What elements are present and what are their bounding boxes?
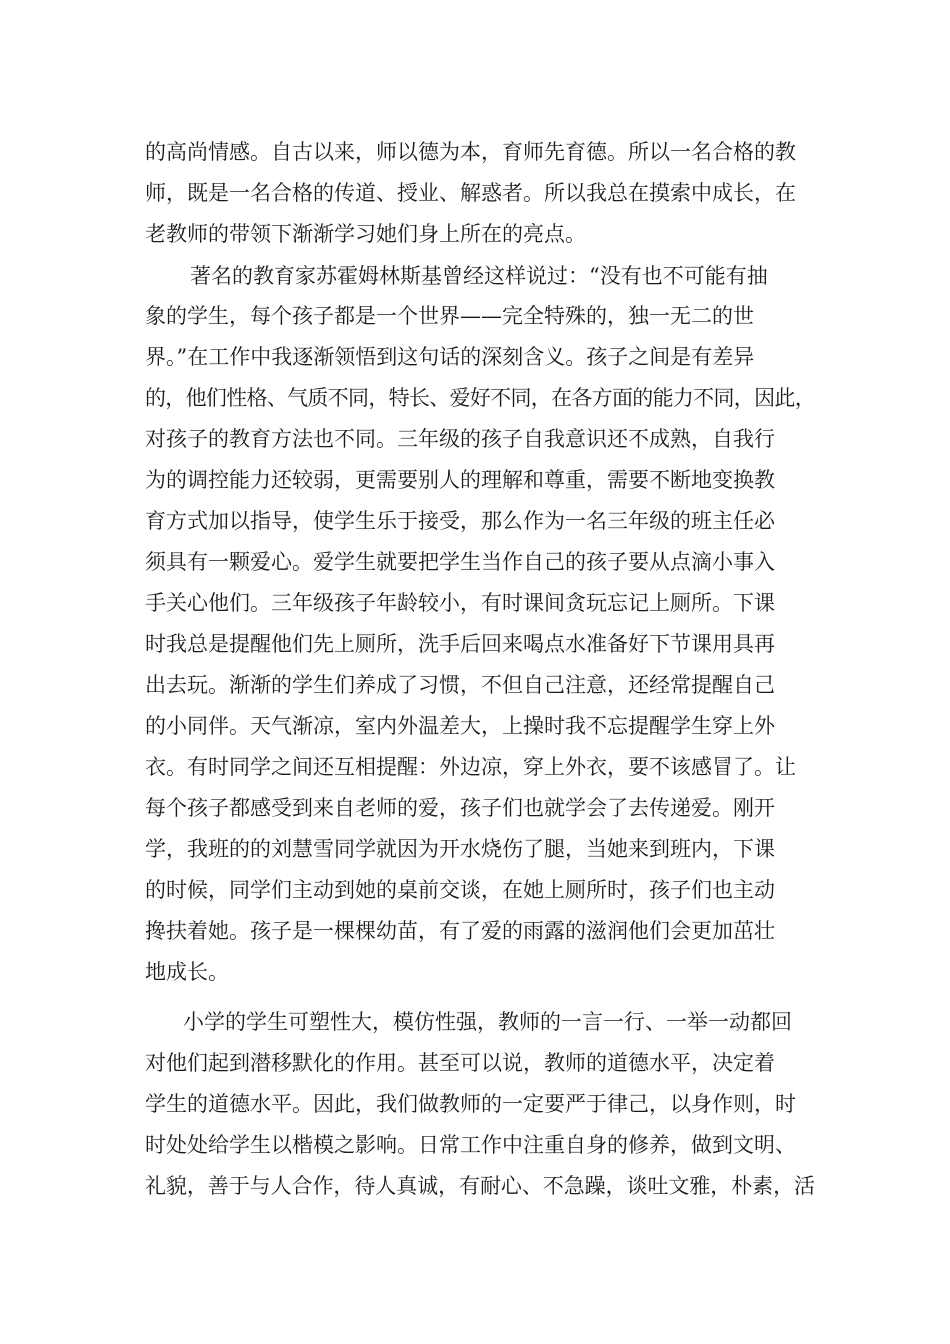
text-line: 师，既是一名合格的传道、授业、解惑者。所以我总在摸索中成长，在 xyxy=(145,181,796,205)
text-line: 育方式加以指导，使学生乐于接受，那么作为一名三年级的班主任必 xyxy=(145,509,775,533)
text-line: 小学的学生可塑性大，模仿性强，教师的一言一行、一举一动都回 xyxy=(183,1010,792,1034)
text-line: 礼貌，善于与人合作，待人真诚，有耐心、不急躁，谈吐文雅，朴素，活 xyxy=(145,1174,815,1198)
text-line: 对孩子的教育方法也不同。三年级的孩子自我意识还不成熟，自我行 xyxy=(145,427,775,451)
text-line: 为的调控能力还较弱，更需要别人的理解和尊重，需要不断地变换教 xyxy=(145,468,775,492)
text-line: 衣。有时同学之间还互相提醒：外边凉，穿上外衣，要不该感冒了。让 xyxy=(145,755,796,779)
text-line: 搀扶着她。孩子是一棵棵幼苗，有了爱的雨露的滋润他们会更加茁壮 xyxy=(145,919,775,943)
text-line: 时我总是提醒他们先上厕所，洗手后回来喝点水准备好下节课用具再 xyxy=(145,632,775,656)
text-line: 时处处给学生以楷模之影响。日常工作中注重自身的修养，做到文明、 xyxy=(145,1133,796,1157)
text-line: 须具有一颗爱心。爱学生就要把学生当作自己的孩子要从点滴小事入 xyxy=(145,550,775,574)
text-line: 地成长。 xyxy=(145,960,229,984)
text-line: 的时候，同学们主动到她的桌前交谈，在她上厕所时，孩子们也主动 xyxy=(145,878,775,902)
text-line: 老教师的带领下渐渐学习她们身上所在的亮点。 xyxy=(145,222,586,246)
text-line: 学，我班的的刘慧雪同学就因为开水烧伤了腿，当她来到班内，下课 xyxy=(145,837,775,861)
text-line: 手关心他们。三年级孩子年龄较小，有时课间贪玩忘记上厕所。下课 xyxy=(145,591,775,615)
text-line: 学生的道德水平。因此，我们做教师的一定要严于律己，以身作则，时 xyxy=(145,1092,796,1116)
text-line: 对他们起到潜移默化的作用。甚至可以说，教师的道德水平，决定着 xyxy=(145,1051,775,1075)
text-line: 著名的教育家苏霍姆林斯基曾经这样说过：“没有也不可能有抽 xyxy=(190,264,768,288)
text-line: 象的学生，每个孩子都是一个世界——完全特殊的，独一无二的世 xyxy=(145,304,754,328)
text-line: 界。”在工作中我逐渐领悟到这句话的深刻含义。孩子之间是有差异 xyxy=(145,345,755,369)
text-line: 出去玩。渐渐的学生们养成了习惯，不但自己注意，还经常提醒自己 xyxy=(145,673,775,697)
text-line: 的高尚情感。自古以来，师以德为本，育师先育德。所以一名合格的教 xyxy=(145,140,796,164)
text-line: 的小同伴。天气渐凉，室内外温差大，上操时我不忘提醒学生穿上外 xyxy=(145,714,775,738)
text-line: 的，他们性格、气质不同，特长、爱好不同，在各方面的能力不同，因此， xyxy=(145,386,815,410)
text-line: 每个孩子都感受到来自老师的爱，孩子们也就学会了去传递爱。刚开 xyxy=(145,796,775,820)
